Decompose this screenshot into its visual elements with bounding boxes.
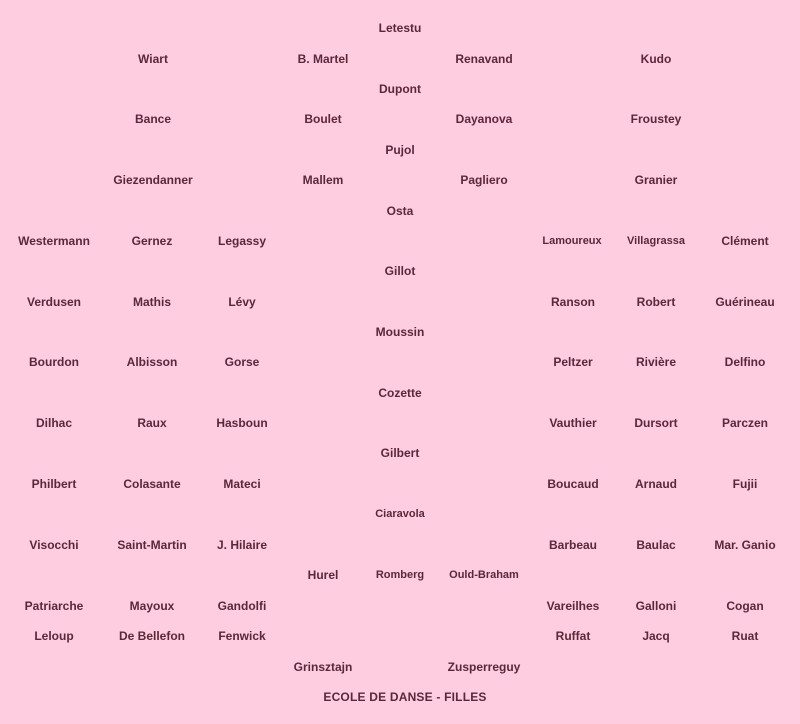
name-label: Dilhac [35, 416, 73, 430]
name-label: Galloni [635, 599, 677, 613]
name-label: Jacq [642, 629, 670, 643]
name-label: Boucaud [547, 477, 599, 491]
name-label: Renavand [455, 52, 513, 66]
name-label: Froustey [630, 112, 682, 126]
name-label: Grinsztajn [293, 660, 353, 674]
name-label: Mateci [223, 477, 261, 491]
name-label: Barbeau [548, 538, 598, 552]
chart-caption: ECOLE DE DANSE - FILLES [323, 690, 487, 704]
name-label: Delfino [724, 355, 766, 369]
name-label: Patriarche [24, 599, 84, 613]
name-label: Lamoureux [542, 235, 602, 247]
name-label: Raux [137, 416, 167, 430]
name-label: Robert [636, 295, 676, 309]
name-label: Ranson [550, 295, 596, 309]
name-label: Ruat [731, 629, 759, 643]
name-label: Gandolfi [217, 599, 267, 613]
name-label: Leloup [34, 629, 74, 643]
name-label: Albisson [126, 355, 178, 369]
name-label: Giezendanner [113, 173, 193, 187]
name-label: Fenwick [218, 629, 266, 643]
name-label: Legassy [217, 234, 267, 248]
name-label: Arnaud [635, 477, 677, 491]
name-label: Lévy [228, 295, 256, 309]
name-label: Baulac [636, 538, 676, 552]
name-label: Vauthier [549, 416, 597, 430]
name-label: Zusperreguy [447, 660, 521, 674]
name-label: Cogan [726, 599, 764, 613]
name-label: Kudo [640, 52, 672, 66]
name-label: De Bellefon [118, 629, 186, 643]
name-label: Peltzer [553, 355, 593, 369]
name-label: Dursort [634, 416, 678, 430]
name-label: Boulet [304, 112, 342, 126]
name-label: Fujii [732, 477, 758, 491]
name-label: Mathis [132, 295, 172, 309]
name-label: Mayoux [129, 599, 175, 613]
name-label: Bance [134, 112, 172, 126]
name-label: Letestu [378, 21, 422, 35]
name-label: Romberg [375, 569, 425, 581]
name-label: Hurel [307, 568, 339, 582]
name-label: Villagrassa [627, 235, 685, 247]
name-label: Wiart [138, 52, 168, 66]
name-label: Gillot [384, 264, 416, 278]
name-label: Saint-Martin [117, 538, 187, 552]
name-label: Gilbert [380, 446, 420, 460]
name-label: Rivière [635, 355, 677, 369]
name-label: Ruffat [555, 629, 591, 643]
name-label: Hasboun [216, 416, 268, 430]
name-label: Osta [386, 204, 414, 218]
name-label: J. Hilaire [216, 538, 268, 552]
name-label: Philbert [31, 477, 77, 491]
name-label: Gernez [131, 234, 173, 248]
name-label: Dayanova [455, 112, 513, 126]
name-label: Granier [634, 173, 678, 187]
name-label: Cozette [378, 386, 422, 400]
name-label: Gorse [224, 355, 260, 369]
name-label: Vareilhes [546, 599, 600, 613]
name-label: Westermann [18, 234, 90, 248]
name-label: Visocchi [29, 538, 79, 552]
name-label: Mallem [302, 173, 344, 187]
name-label: B. Martel [297, 52, 349, 66]
name-label: Dupont [379, 82, 421, 96]
name-label: Ciaravola [375, 508, 425, 520]
name-label: Mar. Ganio [714, 538, 776, 552]
name-label: Guérineau [715, 295, 775, 309]
name-label: Pujol [385, 143, 415, 157]
name-label: Moussin [375, 325, 425, 339]
name-label: Parczen [721, 416, 769, 430]
name-label: Bourdon [29, 355, 79, 369]
name-label: Colasante [123, 477, 181, 491]
name-label: Verdusen [26, 295, 82, 309]
name-label: Ould-Braham [449, 569, 519, 581]
name-label: Clément [721, 234, 769, 248]
name-label: Pagliero [460, 173, 508, 187]
